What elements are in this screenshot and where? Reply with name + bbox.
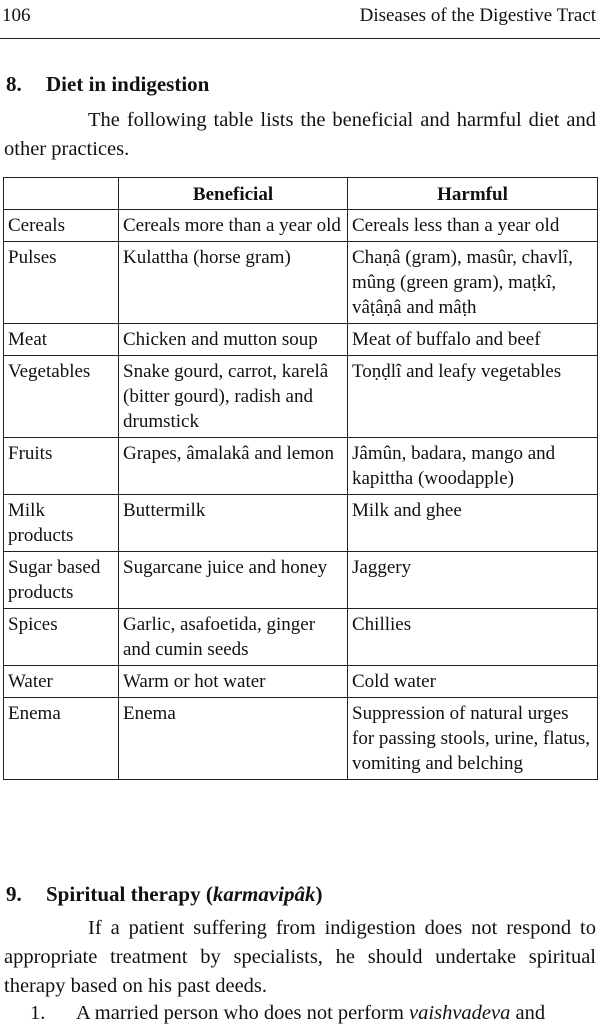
category-cell: Vegetables <box>4 356 119 438</box>
list-item-1 <box>30 1002 545 1025</box>
harmful-cell: Toṇḍlî and leafy vegetables <box>348 356 598 438</box>
table-row <box>4 698 598 780</box>
table-row <box>4 552 598 609</box>
section-9-paragraph-text: If a patient suffering from indigestion does not respond to appropriate treatment by specialists, he should undertake spiritual therapy based on his past deeds. <box>4 917 596 997</box>
beneficial-cell: Enema <box>119 698 348 780</box>
list-item-1-italic: vaishvadeva <box>409 1002 511 1024</box>
section-9-paragraph <box>4 914 596 1001</box>
harmful-cell: Meat of buffalo and beef <box>348 324 598 356</box>
harmful-cell: Chaṇâ (gram), masûr, chavlî, mûng (green gram), maṭkî, vâṭâṇâ and mâṭh <box>348 242 598 324</box>
list-item-1-text: A married person who does not perform <box>76 1002 410 1024</box>
category-cell: Milk products <box>4 495 119 552</box>
table-body <box>4 210 598 780</box>
section-9-heading <box>6 882 323 907</box>
harmful-cell: Jaggery <box>348 552 598 609</box>
section-8-intro <box>4 106 596 164</box>
beneficial-cell: Grapes, âmalakâ and lemon <box>119 438 348 495</box>
section-9-number: 9. <box>6 882 22 906</box>
list-item-1-number: 1. <box>30 1002 46 1024</box>
list-item-1-tail: and <box>510 1002 546 1024</box>
table-row <box>4 242 598 324</box>
table-row <box>4 210 598 242</box>
category-cell: Sugar based products <box>4 552 119 609</box>
table-row <box>4 666 598 698</box>
section-9-title-close: ) <box>315 882 323 906</box>
diet-table <box>3 177 598 780</box>
beneficial-cell: Kulattha (horse gram) <box>119 242 348 324</box>
beneficial-cell: Garlic, asafoetida, ginger and cumin seeds <box>119 609 348 666</box>
section-8-number: 8. <box>6 72 22 96</box>
section-9-title-italic: karmavipâk <box>212 882 316 906</box>
page-header <box>0 0 600 39</box>
category-cell: Fruits <box>4 438 119 495</box>
beneficial-cell: Warm or hot water <box>119 666 348 698</box>
harmful-cell: Suppression of natural urges for passing stools, urine, flatus, vomiting and belching <box>348 698 598 780</box>
page-number: 106 <box>2 5 31 26</box>
harmful-cell: Jâmûn, badara, mango and kapittha (woodapple) <box>348 438 598 495</box>
category-cell: Enema <box>4 698 119 780</box>
harmful-cell: Chillies <box>348 609 598 666</box>
section-8-intro-text: The following table lists the beneficial and harmful diet and other practices. <box>4 109 596 160</box>
table-row <box>4 324 598 356</box>
category-cell: Water <box>4 666 119 698</box>
beneficial-cell: Snake gourd, carrot, karelâ (bitter gourd), radish and drumstick <box>119 356 348 438</box>
harmful-cell: Cold water <box>348 666 598 698</box>
beneficial-cell: Cereals more than a year old <box>119 210 348 242</box>
column-header-category <box>4 178 119 210</box>
section-8-heading <box>6 72 209 97</box>
category-cell: Spices <box>4 609 119 666</box>
section-8-title: Diet in indigestion <box>46 72 210 96</box>
beneficial-cell: Buttermilk <box>119 495 348 552</box>
table-header-row <box>4 178 598 210</box>
running-title: Diseases of the Digestive Tract <box>359 5 596 26</box>
table-row <box>4 495 598 552</box>
harmful-cell: Milk and ghee <box>348 495 598 552</box>
category-cell: Cereals <box>4 210 119 242</box>
harmful-cell: Cereals less than a year old <box>348 210 598 242</box>
table-row <box>4 438 598 495</box>
beneficial-cell: Sugarcane juice and honey <box>119 552 348 609</box>
column-header-harmful: Harmful <box>348 178 598 210</box>
category-cell: Meat <box>4 324 119 356</box>
category-cell: Pulses <box>4 242 119 324</box>
table-row <box>4 609 598 666</box>
column-header-beneficial: Beneficial <box>119 178 348 210</box>
beneficial-cell: Chicken and mutton soup <box>119 324 348 356</box>
table-row <box>4 356 598 438</box>
section-9-title: Spiritual therapy ( <box>46 882 213 906</box>
